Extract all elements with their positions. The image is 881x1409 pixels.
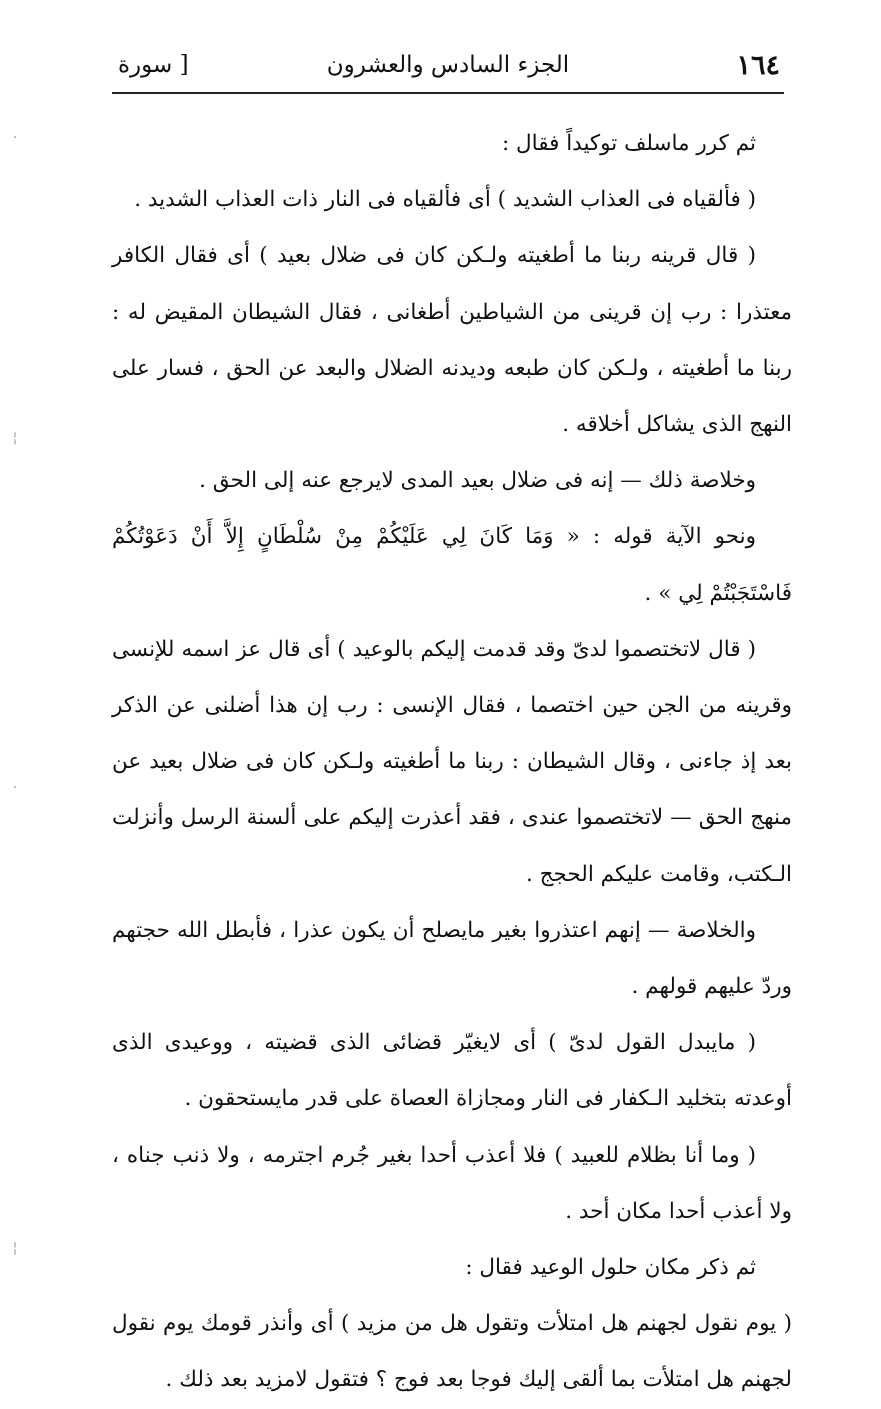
paragraph: ثم كرر ماسلف توكيداً فقال : [501,131,756,156]
paragraph: وخلاصة ذلك — إنه فى ضلال بعيد المدى لايرجع عنه إلى الحق . [199,468,756,494]
margin-mark: · [12,130,18,146]
running-title: الجزء السادس والعشرون [326,52,570,78]
page-number: ١٦٤ [736,50,780,81]
paragraph: ( فألقياه فى العذاب الشديد ) أى فألقياه فى النار ذات العذاب الشديد . [134,187,756,213]
paragraph: ثم ذكر مكان حلول الوعيد فقال : [465,1255,756,1281]
paragraph: والخلاصة — إنهم اعتذروا بغير مايصلح أن يكون عذرا ، فأبطل الله حجتهم وردّ عليهم قولهم . [112,917,792,1000]
margin-mark: · [12,780,18,796]
page-header [112,44,784,94]
margin-mark: ¦ [12,430,18,446]
margin-mark: ¦ [12,1240,18,1256]
paragraph: ( قال قرينه ربنا ما أطغيته ولـكن كان فى ضلال بعيد ) أى فقال الكافر معتذرا : رب إن قرينى من الشياطين أطغانى ، فقال الشيطان المقيض له : ربنا ما أطغيته ، ولـكن كان طبعه وديدنه الضلال والبعد عن الحق ، فسار على النهج الذى يشاكل أخلاقه . [112,243,792,438]
paragraph: ( وما أنا بظلام للعبيد ) فلا أعذب أحدا بغير جُرم اجترمه ، ولا ذنب جناه ، ولا أعذب أحدا مكان أحد . [112,1142,792,1224]
paragraph: ( يوم نقول لجهنم هل امتلأت وتقول هل من مزيد ) أى وأنذر قومك يوم نقول لجهنم هل امتلأت بما ألقى إليك فوجا بعد فوج ؟ فتقول لامزيد بعد ذلك . [112,1311,792,1393]
paragraph-quran-citation: ونحو الآية قوله : « وَمَا كَانَ لِي عَلَيْكُمْ مِنْ سُلْطَانٍ إِلاَّ أَنْ دَعَوْتُكُمْ فَاسْتَجَبْتُمْ لِي » . [112,524,792,606]
paragraph: ( قال لاتختصموا لدىّ وقد قدمت إليكم بالوعيد ) أى قال عز اسمه للإنسى وقرينه من الجن حين اختصما ، فقال الإنسى : رب إن هذا أضلنى عن الذكر بعد إذ جاءنى ، وقال الشيطان : ربنا ما أطغيته ولـكن كان فى ضلال بعيد عن منهج الحق — لاتختصموا عندى ، فقد أعذرت إليكم على ألسنة الرسل وأنزلت الـكتب، وقامت عليكم الحجج . [112,636,792,887]
page-body [112,116,792,1409]
running-surah: [ سورة [118,52,189,78]
paragraph: ( مايبدل القول لدىّ ) أى لايغيّر قضائى الذى قضيته ، ووعيدى الذى أوعدته بتخليد الـكفار فى النار ومجازاة العصاة على قدر مايستحقون . [112,1030,792,1112]
